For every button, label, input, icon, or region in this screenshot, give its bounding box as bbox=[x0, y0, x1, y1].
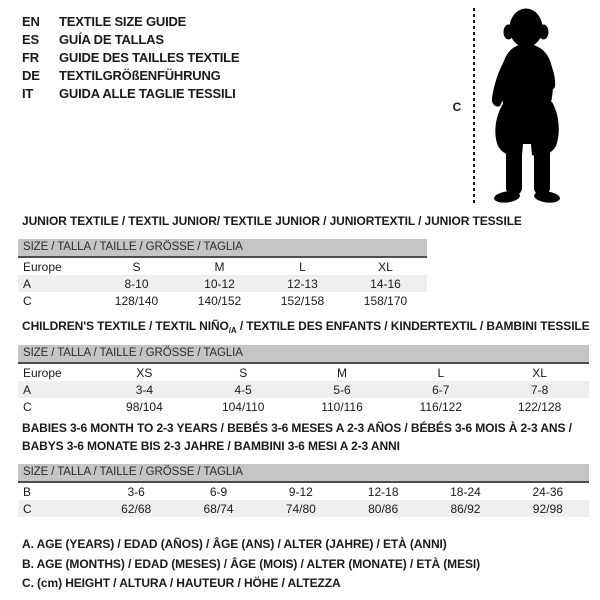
junior-size-table bbox=[18, 239, 427, 309]
height-cell: 98/104 bbox=[126, 399, 163, 414]
junior-section-title: JUNIOR TEXTILE / TEXTIL JUNIOR/ TEXTILE JUNIOR / JUNIORTEXTIL / JUNIOR TESSILE bbox=[22, 214, 522, 228]
table-row-europe bbox=[18, 364, 589, 381]
children-size-table bbox=[18, 345, 589, 415]
language-line-en bbox=[22, 12, 239, 30]
table-row-age bbox=[18, 381, 589, 398]
size-cell: XL bbox=[378, 259, 393, 274]
size-cell: S bbox=[132, 259, 141, 274]
children-title-part: / TEXTILE DES ENFANTS / KINDERTEXTIL / BAMBINI TESSILE bbox=[236, 319, 590, 333]
height-cell: 104/110 bbox=[221, 399, 265, 414]
height-cell: 152/158 bbox=[280, 293, 325, 308]
age-cell: 14-16 bbox=[370, 276, 401, 291]
children-title-subscript: /A bbox=[228, 326, 237, 335]
language-code: DE bbox=[22, 67, 40, 83]
age-cell: 5-6 bbox=[333, 382, 351, 397]
size-header-bar: SIZE / TALLA / TAILLE / GRÖSSE / TAGLIA bbox=[18, 239, 427, 258]
age-cell: 10-12 bbox=[204, 276, 235, 291]
height-cell: 86/92 bbox=[450, 501, 481, 516]
age-cell: 4-5 bbox=[234, 382, 252, 397]
height-cell: 158/170 bbox=[363, 293, 408, 308]
height-dashed-line bbox=[473, 8, 475, 206]
height-cell: 110/116 bbox=[321, 399, 363, 414]
table-row-height bbox=[18, 398, 589, 415]
note-age-years: A. AGE (YEARS) / EDAD (AÑOS) / ÂGE (ANS) / ALTER (JAHRE) / ETÀ (ANNI) bbox=[22, 537, 447, 551]
row-label: C bbox=[23, 293, 32, 308]
row-label: A bbox=[23, 382, 32, 397]
age-cell: 18-24 bbox=[450, 484, 481, 499]
table-row-europe bbox=[18, 258, 427, 275]
language-code: IT bbox=[22, 85, 34, 101]
size-cell: XL bbox=[532, 365, 547, 380]
size-cell: L bbox=[299, 259, 306, 274]
height-cell: 74/80 bbox=[285, 501, 316, 516]
row-label: Europe bbox=[23, 365, 62, 380]
language-line-fr bbox=[22, 48, 239, 66]
size-cell: L bbox=[437, 365, 445, 380]
row-label: Europe bbox=[23, 259, 62, 274]
height-cell: 62/68 bbox=[121, 501, 152, 516]
height-measure-label: C bbox=[452, 100, 462, 114]
note-age-months: B. AGE (MONTHS) / EDAD (MESES) / ÂGE (MOIS) / ALTER (MONATE) / ETÀ (MESI) bbox=[22, 556, 481, 571]
size-cell: M bbox=[336, 365, 347, 380]
age-cell: 3-6 bbox=[127, 484, 145, 499]
height-cell: 140/152 bbox=[197, 293, 242, 308]
table-row-age bbox=[18, 275, 427, 292]
row-label: C bbox=[23, 399, 32, 414]
row-label: A bbox=[23, 276, 32, 291]
language-code: EN bbox=[22, 13, 40, 29]
language-line-de bbox=[22, 66, 239, 84]
language-line-es bbox=[22, 30, 239, 48]
age-cell: 8-10 bbox=[124, 276, 149, 291]
age-cell: 9-12 bbox=[288, 484, 313, 499]
babies-section-title bbox=[22, 419, 572, 455]
table-row-height bbox=[18, 500, 589, 517]
height-cell: 116/122 bbox=[419, 399, 463, 414]
children-title-part: CHILDREN'S TEXTILE / TEXTIL NIÑO bbox=[22, 319, 229, 333]
age-cell: 24-36 bbox=[532, 484, 564, 499]
size-cell: S bbox=[239, 365, 248, 380]
note-height-cm: C. (cm) HEIGHT / ALTURA / HAUTEUR / HÖHE / ALTEZZA bbox=[22, 576, 341, 590]
row-label: B bbox=[23, 484, 32, 499]
age-cell: 12-18 bbox=[367, 484, 399, 499]
language-code: FR bbox=[22, 49, 39, 65]
age-cell: 6-9 bbox=[209, 484, 228, 499]
legend-notes bbox=[22, 535, 480, 594]
language-title: GUIDE DES TAILLES TEXTILE bbox=[59, 49, 240, 65]
height-cell: 92/98 bbox=[532, 501, 563, 516]
age-cell: 6-7 bbox=[432, 382, 450, 397]
language-title: GUIDA ALLE TAGLIE TESSILI bbox=[59, 85, 236, 101]
babies-title-line2: BABYS 3-6 MONATE BIS 2-3 JAHRE / BAMBINI 3-6 MESI A 2-3 ANNI bbox=[22, 439, 400, 453]
height-cell: 122/128 bbox=[517, 399, 562, 414]
language-title: TEXTILE SIZE GUIDE bbox=[59, 13, 187, 29]
row-label: C bbox=[23, 501, 32, 516]
language-line-it bbox=[22, 84, 239, 102]
size-header-bar: SIZE / TALLA / TAILLE / GRÖSSE / TAGLIA bbox=[18, 464, 589, 483]
age-cell: 7-8 bbox=[530, 382, 549, 397]
language-title: GUÍA DE TALLAS bbox=[59, 31, 164, 47]
language-title-block bbox=[22, 12, 239, 102]
size-header-bar: SIZE / TALLA / TAILLE / GRÖSSE / TAGLIA bbox=[18, 345, 589, 364]
height-cell: 128/140 bbox=[114, 293, 159, 308]
children-section-title bbox=[22, 319, 590, 335]
size-cell: XS bbox=[136, 365, 153, 380]
age-cell: 12-13 bbox=[287, 276, 318, 291]
age-cell: 3-4 bbox=[135, 382, 154, 397]
baby-silhouette-icon bbox=[479, 7, 571, 207]
language-title: TEXTILGRÖßENFÜHRUNG bbox=[59, 67, 221, 83]
height-cell: 80/86 bbox=[368, 501, 399, 516]
table-row-height bbox=[18, 292, 427, 309]
language-code: ES bbox=[22, 31, 39, 47]
size-cell: M bbox=[214, 259, 225, 274]
babies-size-table bbox=[18, 464, 589, 517]
table-row-age-months bbox=[18, 483, 589, 500]
babies-title-line1: BABIES 3-6 MONTH TO 2-3 YEARS / BEBÉS 3-6 MESES A 2-3 AÑOS / BÉBÉS 3-6 MOIS À 2-3 ANS / bbox=[22, 421, 572, 435]
height-cell: 68/74 bbox=[203, 501, 234, 516]
